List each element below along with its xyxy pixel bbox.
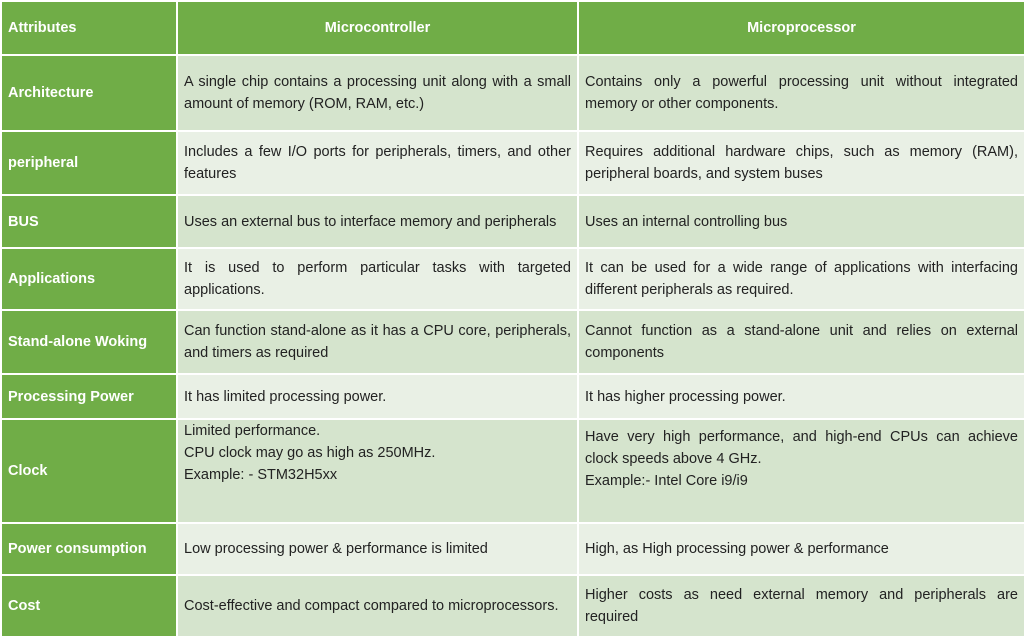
clock-mp-example: Example:- Intel Core i9/i9 (585, 473, 748, 489)
attribute-cell: Power consumption (2, 524, 176, 574)
clock-mc-line: Example: - STM32H5xx (184, 467, 338, 483)
attribute-cell: Applications (2, 249, 176, 309)
row-power-consumption (2, 524, 1024, 574)
row-architecture (2, 56, 1024, 130)
microcontroller-cell: Uses an external bus to interface memory and peripherals (178, 196, 577, 247)
clock-mc-line: Limited performance. (184, 423, 321, 439)
attribute-cell: Architecture (2, 56, 176, 130)
attribute-cell: Cost (2, 576, 176, 636)
microprocessor-cell (579, 420, 1024, 522)
row-stand-alone-working (2, 311, 1024, 373)
row-cost (2, 576, 1024, 636)
row-peripheral (2, 132, 1024, 194)
attribute-cell: BUS (2, 196, 176, 247)
row-processing-power (2, 375, 1024, 418)
microprocessor-cell: Higher costs as need external memory and peripherals are required (579, 576, 1024, 636)
microcontroller-cell: It has limited processing power. (178, 375, 577, 418)
header-row (2, 2, 1024, 54)
microcontroller-cell: It is used to perform particular tasks with targeted applications. (178, 249, 577, 309)
row-applications (2, 249, 1024, 309)
microcontroller-cell (178, 420, 577, 522)
header-microprocessor: Microprocessor (579, 2, 1024, 54)
microprocessor-cell: Cannot function as a stand-alone unit and relies on external components (579, 311, 1024, 373)
microprocessor-cell: Contains only a powerful processing unit without integrated memory or other components. (579, 56, 1024, 130)
header-attributes: Attributes (2, 2, 176, 54)
microcontroller-cell: A single chip contains a processing unit along with a small amount of memory (ROM, RAM, etc.) (178, 56, 577, 130)
attribute-cell: Stand-alone Woking (2, 311, 176, 373)
clock-mp-text: Have very high performance, and high-end CPUs can achieve clock speeds above 4 GHz. (585, 429, 1018, 467)
attribute-cell: peripheral (2, 132, 176, 194)
clock-mc-line: CPU clock may go as high as 250MHz. (184, 445, 436, 461)
microprocessor-cell: High, as High processing power & performance (579, 524, 1024, 574)
microcontroller-cell: Cost-effective and compact compared to microprocessors. (178, 576, 577, 636)
attribute-cell: Clock (2, 420, 176, 522)
microprocessor-cell: Requires additional hardware chips, such as memory (RAM), peripheral boards, and system buses (579, 132, 1024, 194)
attribute-cell: Processing Power (2, 375, 176, 418)
microprocessor-cell: Uses an internal controlling bus (579, 196, 1024, 247)
microprocessor-cell: It can be used for a wide range of applications with interfacing different peripherals as required. (579, 249, 1024, 309)
microprocessor-cell: It has higher processing power. (579, 375, 1024, 418)
row-clock (2, 420, 1024, 522)
microcontroller-cell: Low processing power & performance is limited (178, 524, 577, 574)
header-microcontroller: Microcontroller (178, 2, 577, 54)
microcontroller-cell: Can function stand-alone as it has a CPU core, peripherals, and timers as required (178, 311, 577, 373)
row-bus (2, 196, 1024, 247)
microcontroller-cell: Includes a few I/O ports for peripherals, timers, and other features (178, 132, 577, 194)
